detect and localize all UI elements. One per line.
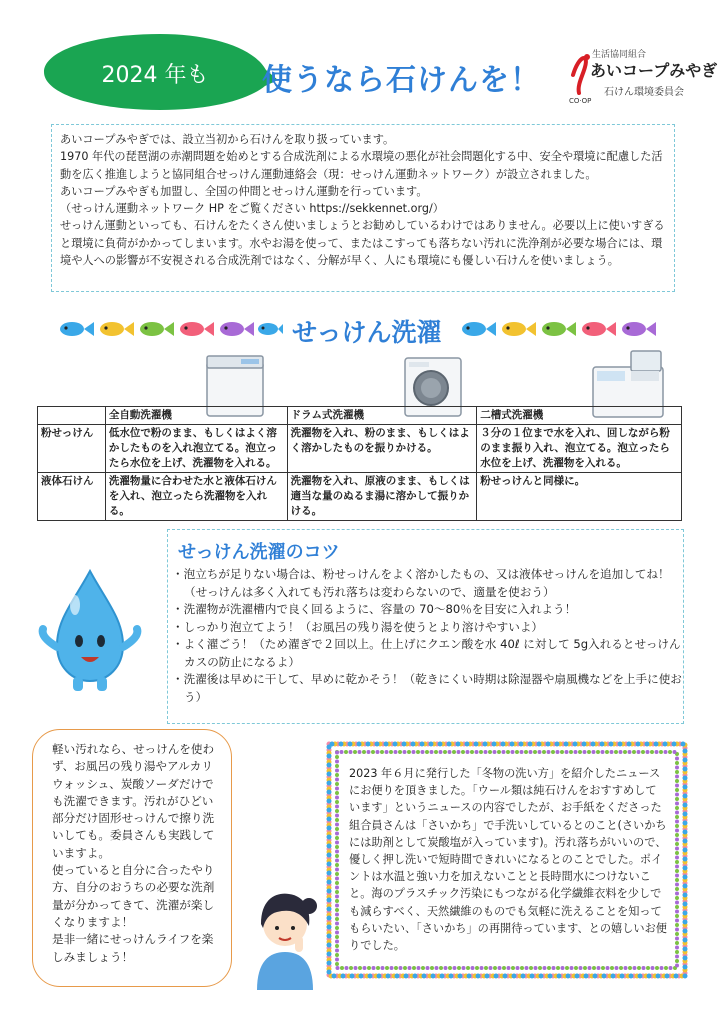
logo-mark: CO·OP bbox=[569, 97, 592, 105]
table-header-row bbox=[38, 407, 682, 425]
table-cell: 粉せっけんと同様に。 bbox=[477, 473, 682, 521]
intro-line: あいコープみやぎも加盟し、全国の仲間とせっけん運動を行っています。 bbox=[60, 184, 428, 198]
note-line: 是非一緒にせっけんライフを楽しみましょう！ bbox=[52, 932, 214, 964]
woman-illustration-icon bbox=[247, 880, 323, 990]
table-row bbox=[38, 425, 682, 473]
table-cell: 液体石けん bbox=[38, 473, 106, 521]
intro-line: 1970 年代の琵琶湖の赤潮問題を始めとする合成洗剤による水環境の悪化が社会問題化する中、安全や環境に配慮した活動を広く推進しようと協同組合せっけん運動連絡会（現：せっけん運動ネットワーク）が設立されました。 bbox=[60, 150, 663, 181]
note-line: 軽い汚れなら、せっけんを使わず、お風呂の残り湯やアルカリウォッシュ、炭酸ソーダだけでも洗濯できます。汚れがひどい部分だけ固形せっけんで擦り洗いしても。委員さんも実践していますよ。 bbox=[52, 742, 215, 860]
tips-title: せっけん洗濯のコツ bbox=[178, 542, 340, 563]
water-droplet-mascot-icon bbox=[35, 565, 145, 695]
list-item: ・泡立ちが足りない場合は、粉せっけんをよく溶かしたもの、又は液体せっけんを追加してね！（せっけんは多く入れても汚れ落ちは変わらないので、適量を使おう） bbox=[172, 567, 670, 599]
logo-small-text: 生活協同組合 bbox=[592, 50, 647, 60]
intro-line: せっけん運動といっても、石けんをたくさん使いましょうとお勧めしているわけではありません。必要以上に使いすぎると環境に負荷がかかってしまいます。水やお湯を使って、またはこすっても落ちない汚れに洗浄剤が必要な場合には、環境や人への影響が不安視される合成洗剤ではなく、分解が早く、人にも環境にも優しい石けんを使いましょう。 bbox=[60, 219, 665, 268]
washing-method-table bbox=[37, 406, 682, 521]
table-header: ドラム式洗濯機 bbox=[287, 407, 477, 425]
table-header: 二槽式洗濯機 bbox=[477, 407, 682, 425]
table-cell: ３分の１位まで水を入れ、回しながら粉のまま振り入れ、泡立てる。泡立ったら水位を上げ、洗濯物を入れる。 bbox=[477, 425, 682, 473]
tips-list bbox=[172, 566, 682, 706]
table-cell: 粉せっけん bbox=[38, 425, 106, 473]
intro-line: （せっけん運動ネットワーク HP をご覧ください https://sekkennet.org/） bbox=[60, 202, 444, 216]
intro-line: あいコープみやぎでは、設立当初から石けんを取り扱っています。 bbox=[60, 133, 395, 146]
fish-row-right-icon bbox=[460, 317, 660, 341]
page-title: 使うなら石けんを！ bbox=[262, 63, 541, 98]
section-title: せっけん洗濯 bbox=[292, 318, 442, 347]
table-cell: 洗濯物量に合わせた水と液体石けんを入れ、泡立ったら洗濯物を入れる。 bbox=[105, 473, 287, 521]
table-cell: 低水位で粉のまま、もしくはよく溶かしたものを入れ泡立てる。泡立ったら水位を上げ、洗濯物を入れる。 bbox=[105, 425, 287, 473]
table-cell: 洗濯物を入れ、粉のまま、もしくはよく溶かしたものを振りかける。 bbox=[287, 425, 477, 473]
intro-box bbox=[51, 124, 675, 292]
table-row bbox=[38, 473, 682, 521]
table-header: 全自動洗濯機 bbox=[105, 407, 287, 425]
table-cell: 洗濯物を入れ、原液のまま、もしくは適当な量のぬるま湯に溶かして振りかける。 bbox=[287, 473, 477, 521]
year-label: 2024 年も bbox=[101, 63, 209, 88]
note-text bbox=[52, 741, 222, 966]
list-item: ・洗濯後は早めに干して、早めに乾かそう！（乾きにくい時期は除湿器や扇風機などを上手に使おう） bbox=[172, 672, 682, 704]
list-item: ・洗濯物が洗濯槽内で良く回るように、容量の 70～80％を目安に入れよう！ bbox=[172, 602, 577, 616]
fish-row-left-icon bbox=[58, 317, 283, 341]
list-item: ・しっかり泡立てよう！（お風呂の残り湯を使うとより溶けやすいよ） bbox=[172, 619, 544, 634]
logo-name: あいコープみやぎ bbox=[590, 61, 718, 80]
table-header bbox=[38, 407, 106, 425]
logo-subtitle: 石けん環境委員会 bbox=[604, 87, 684, 98]
news-text: 2023 年６月に発行した「冬物の洗い方」を紹介したニュースにお便りを頂きました。「ウール類は純石けんをおすすめしています」というニュースの内容でしたが、お手紙をくださった組合員さんは「さいかち」で手洗いしているとのこと(さいかちには助剤として炭酸塩が入っています)。汚れ落ちがいいので、優しく押し洗いで短時間できれいになるとのことでした。ポイントは水温と強い力を加えないことと長時間水につけないこと。海のプラスチック汚染にもつながる化学繊維衣料を少しでも減らすべく、天然繊維のものでも気軽に洗えることを知ってもらいたい、「さいかち」の再開待っています、との嬉しいお便りでした。 bbox=[349, 767, 667, 953]
note-line: 使っていると自分に合ったやり方、自分のおうちの必要な洗剤量が分かってきて、洗濯が楽しくなりますよ！ bbox=[52, 863, 215, 929]
list-item: ・よく濯ごう！（ため濯ぎで２回以上。仕上げにクエン酸を水 40ℓ に対して 5g入れるとせっけんカスの防止になるよ） bbox=[172, 637, 681, 669]
